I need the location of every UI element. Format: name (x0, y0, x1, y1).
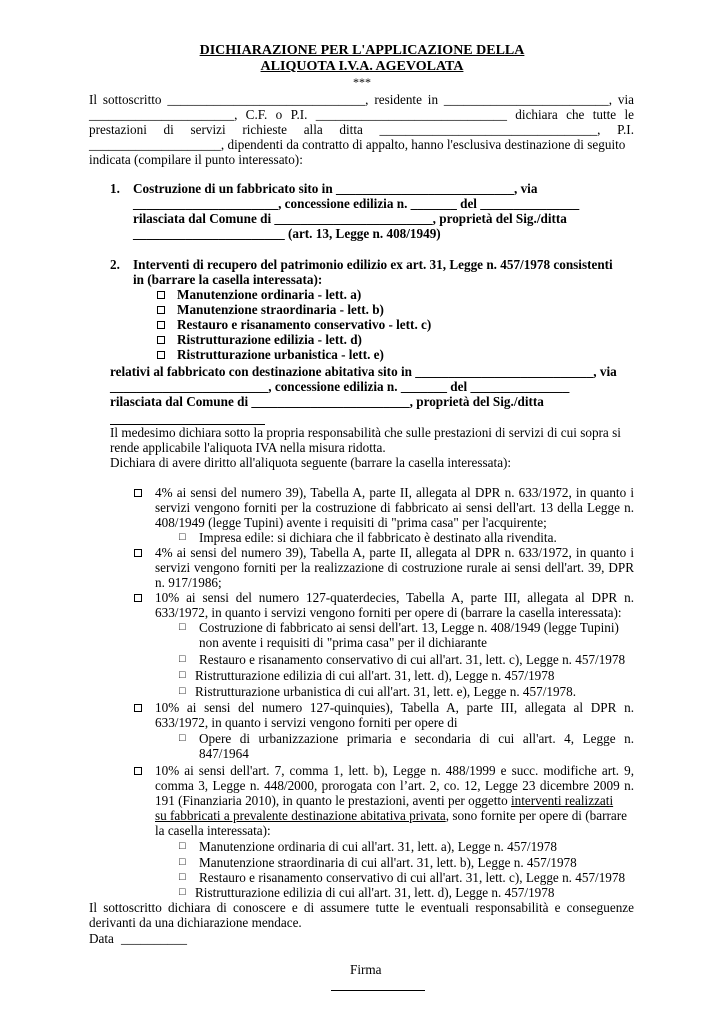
closing-line-1: Il sottoscritto dichiara di conoscere e di assumere tutte le eventuali responsabilità e conseguenze (89, 900, 634, 915)
rate-5-sub-4: Ristrutturazione edilizia di cui all'art. 31, lett. d), Legge n. 457/1978 (195, 885, 555, 900)
rate-4-line-2: 633/1972, in quanto i servizi vengono forniti per opere di (155, 715, 458, 730)
declaration-line-3: Dichiara di avere diritto all'aliquota seguente (barrare la casella interessata): (110, 455, 512, 470)
rate-3-sub-4: Ristrutturazione urbanistica di cui all'art. 31, lett. e), Legge n. 457/1978. (195, 684, 577, 699)
option-ristrutturazione-urbanistica: Ristrutturazione urbanistica - lett. e) (177, 347, 384, 362)
option-restauro: Restauro e risanamento conservativo - lett. c) (177, 317, 432, 332)
rate-2-line-1: 4% ai sensi del numero 39), Tabella A, parte II, allegata al DPR n. 633/1972, in quanto i (155, 545, 634, 560)
document-title-line1: DICHIARAZIONE PER L'APPLICAZIONE DELLA (199, 43, 525, 58)
section-1-line-1: Costruzione di un fabbricato sito in ___________________________, via (133, 181, 538, 196)
checkbox-r5-ristrutturazione[interactable]: □ (179, 886, 186, 898)
checkbox-manutenzione-ordinaria[interactable] (157, 291, 165, 299)
rate-3-sub-3: Ristrutturazione edilizia di cui all'art. 31, lett. d), Legge n. 457/1978 (195, 668, 555, 683)
rate-3-sub-1a: Costruzione di fabbricato ai sensi dell'art. 13, Legge n. 408/1949 (legge Tupini) (199, 620, 619, 635)
section-2-line-2: in (barrare la casella interessata): (133, 272, 323, 287)
signature-label: Firma (350, 962, 382, 977)
checkbox-urbanizzazione[interactable]: □ (179, 732, 186, 744)
rate-1-line-3: 408/1949 (legge Tupini) avente i requisiti di "prima casa" per l'acquirente; (155, 515, 547, 530)
rate-5-line-3-text: 191 (Finanziaria 2010), in quanto le prestazioni, aventi per oggetto (155, 793, 511, 808)
checkbox-ristrutturazione-edilizia[interactable] (157, 336, 165, 344)
rate-5-sub-3: Restauro e risanamento conservativo di cui all'art. 31, lett. c), Legge n. 457/1978 (199, 870, 626, 885)
declaration-line-1: Il medesimo dichiara sotto la propria responsabilità che sulle prestazioni di servizi di cui sopra si (110, 425, 621, 440)
section-1-number: 1. (110, 181, 120, 196)
section-2-relativi-line-1: relativi al fabbricato con destinazione abitativa sito in ___________________________, via (110, 364, 617, 379)
section-2-relativi-line-2: ________________________, concessione edilizia n. _______ del _______________ (110, 379, 570, 394)
rate-4-line-1: 10% ai sensi del numero 127-quinquies), Tabella A, parte III, allegata al DPR n. (155, 700, 634, 715)
rate-4-sub-1a: Opere di urbanizzazione primaria e secondaria di cui all'art. 4, Legge n. (199, 731, 634, 746)
intro-line-2: ______________________, C.F. o P.I. _____________________________ dichiara che tutte le (89, 107, 634, 122)
section-2-number: 2. (110, 257, 120, 272)
section-2-line-1: Interventi di recupero del patrimonio edilizio ex art. 31, Legge n. 457/1978 consistenti (133, 257, 613, 272)
option-manutenzione-ordinaria: Manutenzione ordinaria - lett. a) (177, 287, 362, 302)
checkbox-ristrutturazione-urbanistica[interactable] (157, 351, 165, 359)
rate-5-sub-1: Manutenzione ordinaria di cui all'art. 31, lett. a), Legge n. 457/1978 (199, 839, 557, 854)
checkbox-r5-manutenzione-straordinaria[interactable]: □ (179, 856, 186, 868)
intro-line-5: indicata (compilare il punto interessato): (89, 152, 303, 167)
rate-3-sub-2: Restauro e risanamento conservativo di cui all'art. 31, lett. c), Legge n. 457/1978 (199, 652, 626, 667)
rate-5-line-3-underlined: interventi realizzati (510, 793, 614, 808)
signature-line[interactable] (331, 990, 425, 991)
section-1-line-3: rilasciata dal Comune di ________________________, proprietà del Sig./ditta (133, 211, 567, 226)
date-field[interactable]: __________ (121, 931, 187, 946)
closing-line-2: derivanti da una dichiarazione mendace. (89, 915, 302, 930)
intro-line-1: Il sottoscritto ______________________________, residente in _________________________, via (89, 92, 634, 107)
rate-1-line-1: 4% ai sensi del numero 39), Tabella A, parte II, allegata al DPR n. 633/1972, in quanto i (155, 485, 634, 500)
option-ristrutturazione-edilizia: Ristrutturazione edilizia - lett. d) (177, 332, 362, 347)
date-label: Data (89, 931, 114, 946)
checkbox-restauro[interactable] (157, 321, 165, 329)
checkbox-impresa-edile[interactable]: □ (179, 531, 186, 543)
checkbox-ristrutturazione-e[interactable]: □ (179, 685, 186, 697)
rate-5-line-2: comma 3, Legge n. 448/2000, prorogata con l’art. 2, co. 12, Legge 23 dicembre 2009 n. (155, 778, 634, 793)
rate-5-line-4-text: , sono fornite per opere di (barrare (445, 808, 627, 823)
checkbox-manutenzione-straordinaria[interactable] (157, 306, 165, 314)
checkbox-ristrutturazione-d[interactable]: □ (179, 669, 186, 681)
rate-5-line-1: 10% ai sensi dell'art. 7, comma 1, lett. b), Legge n. 488/1999 e succ. modifiche art. 9, (155, 763, 634, 778)
rate-3-line-1: 10% ai sensi del numero 127-quaterdecies, Tabella A, parte III, allegata al DPR n. (155, 590, 634, 605)
checkbox-r5-restauro[interactable]: □ (179, 871, 186, 883)
rate-3-line-2: 633/1972, in quanto i servizi vengono forniti per opere di (barrare la casella interessata): (155, 605, 622, 620)
section-1-line-4: _______________________ (art. 13, Legge n. 408/1949) (133, 226, 441, 241)
rate-5-line-4 (155, 808, 627, 823)
checkbox-restauro-c[interactable]: □ (179, 653, 186, 665)
section-2-relativi-line-3: rilasciata dal Comune di ________________________, proprietà del Sig./ditta (110, 394, 544, 409)
declaration-line-2: rende applicabile l'aliquota IVA nella misura ridotta. (110, 440, 386, 455)
checkbox-rate-4pct-rurale[interactable] (134, 549, 142, 557)
document-title-line2: ALIQUOTA I.V.A. AGEVOLATA (260, 59, 464, 74)
title-separator-stars: *** (353, 75, 371, 89)
rate-4-sub-1b: 847/1964 (199, 746, 249, 761)
checkbox-costruzione-tupini[interactable]: □ (179, 621, 186, 633)
rate-5-line-4-underlined: su fabbricati a prevalente destinazione abitativa privata (155, 808, 446, 823)
checkbox-rate-10pct-quinquies[interactable] (134, 704, 142, 712)
checkbox-rate-10pct-quaterdecies[interactable] (134, 594, 142, 602)
rate-5-line-3 (155, 793, 613, 808)
rate-5-line-5: la casella interessata): (155, 823, 271, 838)
rate-1-sub-impresa-edile: Impresa edile: si dichiara che il fabbricato è destinato alla rivendita. (199, 530, 557, 545)
checkbox-rate-10pct-488-1999[interactable] (134, 767, 142, 775)
option-manutenzione-straordinaria: Manutenzione straordinaria - lett. b) (177, 302, 384, 317)
rate-1-line-2: servizi vengono forniti per la costruzione di fabbricato ai sensi dell'art. 13 della Legge n. (155, 500, 634, 515)
checkbox-r5-manutenzione-ordinaria[interactable]: □ (179, 840, 186, 852)
intro-line-4: ____________________, dipendenti da contratto di appalto, hanno l'esclusiva destinazione di seguito (89, 137, 626, 152)
rate-2-line-2: servizi vengono forniti per la realizzazione di costruzione rurale ai sensi dell'art. 39, DPR (155, 560, 634, 575)
intro-line-3: prestazioni di servizi richieste alla ditta _________________________________, P.I. (89, 122, 634, 137)
rate-3-sub-1b: non avente i requisiti di "prima casa" per il dichiarante (199, 635, 487, 650)
rate-5-sub-2: Manutenzione straordinaria di cui all'art. 31, lett. b), Legge n. 457/1978 (199, 855, 577, 870)
checkbox-rate-4pct-tupini[interactable] (134, 489, 142, 497)
section-1-line-2: ______________________, concessione edilizia n. _______ del _______________ (133, 196, 580, 211)
rate-2-line-3: n. 917/1986; (155, 575, 222, 590)
